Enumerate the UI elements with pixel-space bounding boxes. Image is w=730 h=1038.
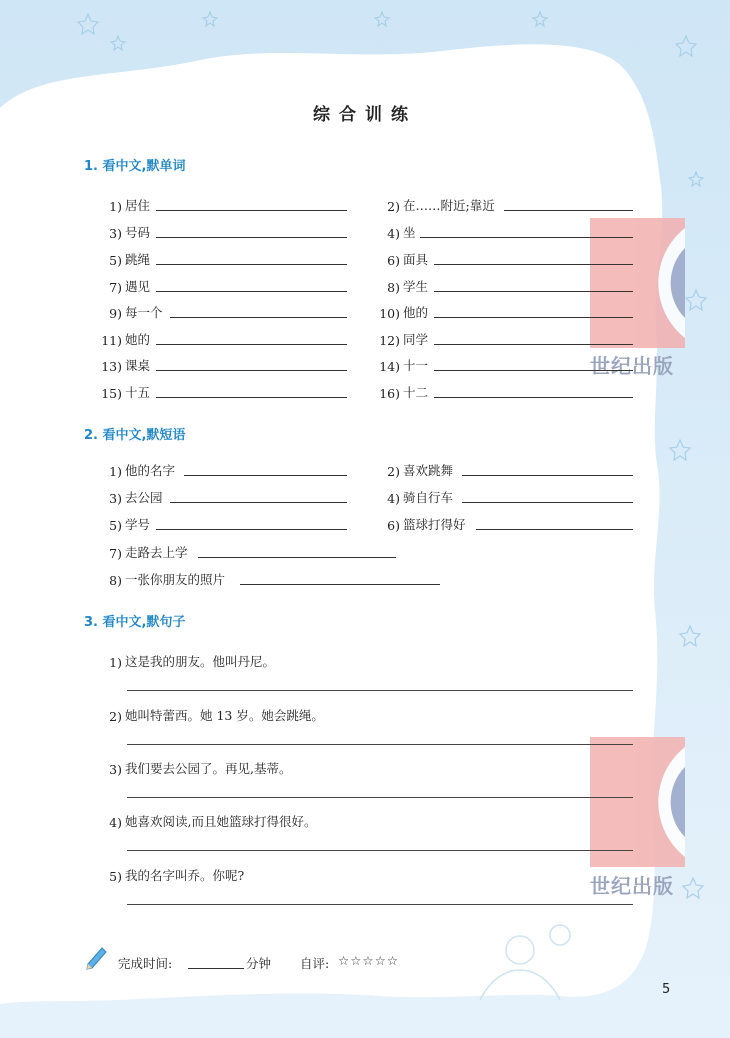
item-prompt: 跳绳 [125,252,151,267]
exercise-item [96,543,396,561]
item-prompt: 十一 [403,358,429,373]
exercise-item [96,196,347,214]
answer-line[interactable] [434,343,633,345]
item-number: 4) [109,815,122,830]
answer-line[interactable] [156,209,347,211]
page-title: 综合训练 [313,105,417,125]
exercise-item [96,812,316,830]
item-number: 3) [109,226,122,241]
exercise-item [374,515,633,533]
item-number: 6) [387,518,400,533]
item-number: 3) [109,491,122,506]
answer-line[interactable] [127,797,633,798]
item-prompt: 他的 [403,305,429,320]
item-number: 5) [109,518,122,533]
item-number: 16) [379,386,400,401]
time-unit: 分钟 [246,956,272,971]
answer-line[interactable] [184,474,347,476]
answer-line[interactable] [434,263,633,265]
answer-line[interactable] [170,501,347,503]
exercise-item [96,570,440,588]
section-heading: 1. 看中文,默单词 [84,159,186,174]
item-number: 15) [101,386,122,401]
exercise-item [96,706,324,724]
item-number: 6) [387,253,400,268]
item-number: 7) [109,280,122,295]
item-prompt: 十五 [125,385,151,400]
item-prompt: 居住 [125,198,151,213]
item-prompt: 课桌 [125,358,151,373]
watermark-text: 世纪出版 [590,354,674,378]
item-number: 5) [109,253,122,268]
exercise-item [96,277,347,295]
item-number: 14) [379,359,400,374]
item-number: 8) [109,573,122,588]
pencil-icon [84,944,110,970]
answer-line[interactable] [127,690,633,691]
answer-line[interactable] [156,396,347,398]
watermark-logo [590,737,685,867]
item-prompt: 遇见 [125,279,151,294]
rating-stars[interactable]: ☆☆☆☆☆ [338,953,400,968]
answer-line[interactable] [240,583,440,585]
item-prompt: 学生 [403,279,429,294]
exercise-item [96,223,347,241]
item-number: 2) [109,709,122,724]
exercise-item [370,383,633,401]
item-prompt: 去公园 [125,490,163,505]
answer-line[interactable] [462,474,633,476]
item-prompt: 在……附近;靠近 [403,198,495,213]
answer-line[interactable] [504,209,633,211]
item-prompt: 这是我的朋友。他叫丹尼。 [125,654,276,669]
item-prompt: 篮球打得好 [403,517,466,532]
item-prompt: 我们要去公园了。再见,基蒂。 [125,761,292,776]
item-number: 2) [387,199,400,214]
item-number: 10) [379,306,400,321]
answer-line[interactable] [434,369,633,371]
answer-line[interactable] [198,556,396,558]
item-prompt: 十二 [403,385,429,400]
exercise-item [374,461,633,479]
item-number: 13) [101,359,122,374]
item-prompt: 学号 [125,517,151,532]
item-number: 1) [109,199,122,214]
item-number: 1) [109,464,122,479]
item-number: 12) [379,333,400,348]
answer-line[interactable] [127,904,633,905]
item-prompt: 她的 [125,332,151,347]
item-number: 11) [101,333,122,348]
item-prompt: 面具 [403,252,429,267]
exercise-item [374,196,633,214]
item-prompt: 他的名字 [125,463,176,478]
item-number: 4) [387,491,400,506]
exercise-item [96,652,275,670]
exercise-item [96,330,347,348]
answer-line[interactable] [156,263,347,265]
item-number: 9) [109,306,122,321]
exercise-item [374,277,633,295]
item-number: 2) [387,464,400,479]
exercise-item [96,383,347,401]
exercise-item [96,250,347,268]
item-prompt: 她喜欢阅读,而且她篮球打得很好。 [125,814,317,829]
answer-line[interactable] [156,528,347,530]
exercise-item [96,461,347,479]
item-number: 5) [109,869,122,884]
answer-line[interactable] [156,369,347,371]
answer-line[interactable] [420,236,633,238]
answer-line[interactable] [156,343,347,345]
answer-line[interactable] [127,850,633,851]
exercise-item [96,515,347,533]
item-prompt: 坐 [403,225,416,240]
exercise-item [96,759,291,777]
exercise-item [370,330,633,348]
item-prompt: 骑自行车 [403,490,454,505]
item-prompt: 同学 [403,332,429,347]
item-number: 1) [109,655,122,670]
answer-line[interactable] [476,528,633,530]
answer-line[interactable] [434,396,633,398]
exercise-item [374,223,633,241]
exercise-item [374,250,633,268]
page-number: 5 [662,982,671,997]
item-number: 8) [387,280,400,295]
answer-line[interactable] [156,236,347,238]
item-number: 3) [109,762,122,777]
item-prompt: 走路去上学 [125,545,188,560]
watermark-text: 世纪出版 [590,874,674,898]
answer-line[interactable] [434,290,633,292]
item-prompt: 喜欢跳舞 [403,463,454,478]
section-heading: 2. 看中文,默短语 [84,428,186,443]
self-eval-label: 自评: [300,956,330,971]
item-prompt: 每一个 [125,305,163,320]
exercise-item [96,356,347,374]
answer-line[interactable] [156,290,347,292]
exercise-item [370,356,633,374]
section-heading: 3. 看中文,默句子 [84,615,186,630]
exercise-item [374,488,633,506]
answer-line[interactable] [462,501,633,503]
answer-line[interactable] [434,316,633,318]
exercise-item [370,303,633,321]
exercise-item [96,866,244,884]
exercise-item [96,303,347,321]
item-prompt: 号码 [125,225,151,240]
time-input-line[interactable] [188,968,244,969]
item-prompt: 我的名字叫乔。你呢? [125,868,245,883]
item-number: 7) [109,546,122,561]
item-prompt: 她叫特蕾西。她 13 岁。她会跳绳。 [125,708,324,723]
completion-time-label: 完成时间: [118,956,173,971]
item-number: 4) [387,226,400,241]
answer-line[interactable] [127,744,633,745]
exercise-item [96,488,347,506]
answer-line[interactable] [170,316,347,318]
item-prompt: 一张你朋友的照片 [125,572,226,587]
